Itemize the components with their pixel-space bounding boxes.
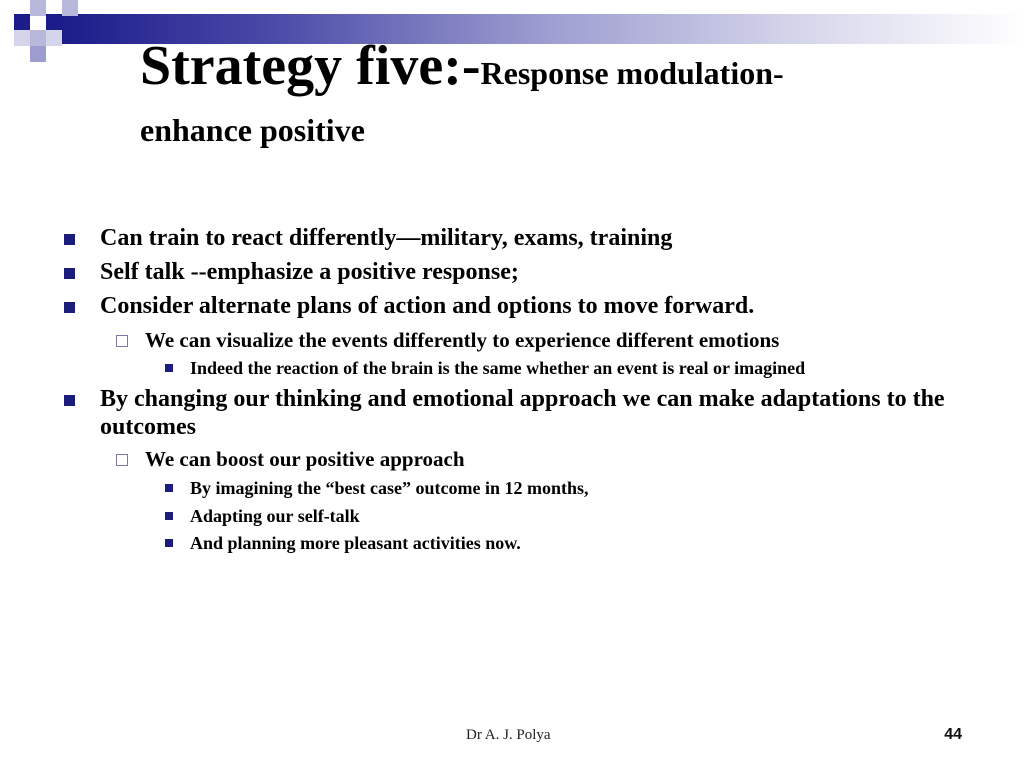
decorative-square-icon [46,14,62,30]
decorative-square-icon [30,0,46,16]
list-item [145,447,465,471]
decorative-square-icon [14,14,30,30]
list-item-text: Adapting our self-talk [190,506,360,526]
list-item-text: Can train to react differently—military, exams, training [100,225,673,251]
decorative-square-icon [14,30,30,46]
hollow-box-bullet-icon [116,335,128,347]
square-bullet-icon [165,484,173,492]
list-item [145,328,779,352]
list-item [190,357,805,379]
list-item-text: By changing our thinking and emotional approach we can make adaptations to the outcomes [100,386,945,440]
slide-title [140,35,1000,97]
hollow-box-bullet-icon [116,454,128,466]
square-bullet-icon [64,302,75,313]
page-number: 44 [944,726,962,743]
list-item-text: We can boost our positive approach [145,447,465,471]
list-item-text: Indeed the reaction of the brain is the same whether an event is real or imagined [190,358,806,378]
title-subtitle: Response modulation- [480,55,784,91]
list-item-text: Self talk --emphasize a positive response; [100,259,519,285]
list-item [100,224,960,252]
square-bullet-icon [64,395,75,406]
list-item [100,385,960,441]
footer-author: Dr A. J. Polya [466,727,551,743]
decorative-square-icon [30,46,46,62]
decorative-square-icon [30,30,46,46]
title-main: Strategy five:- [140,35,481,97]
list-item [190,532,521,554]
list-item [190,477,589,499]
list-item-text: By imagining the “best case” outcome in 12 months, [190,478,589,498]
square-bullet-icon [165,512,173,520]
list-item-text: We can visualize the events differently to experience different emotions [145,328,780,352]
square-bullet-icon [165,539,173,547]
decorative-square-icon [46,30,62,46]
square-bullet-icon [165,364,173,372]
title-line-2: enhance positive [140,112,365,148]
list-item [190,505,360,527]
square-bullet-icon [64,234,75,245]
list-item-text: And planning more pleasant activities now. [190,533,521,553]
decorative-square-icon [62,0,78,16]
list-item [100,292,960,320]
list-item [100,258,960,286]
square-bullet-icon [64,268,75,279]
list-item-text: Consider alternate plans of action and options to move forward. [100,293,755,319]
